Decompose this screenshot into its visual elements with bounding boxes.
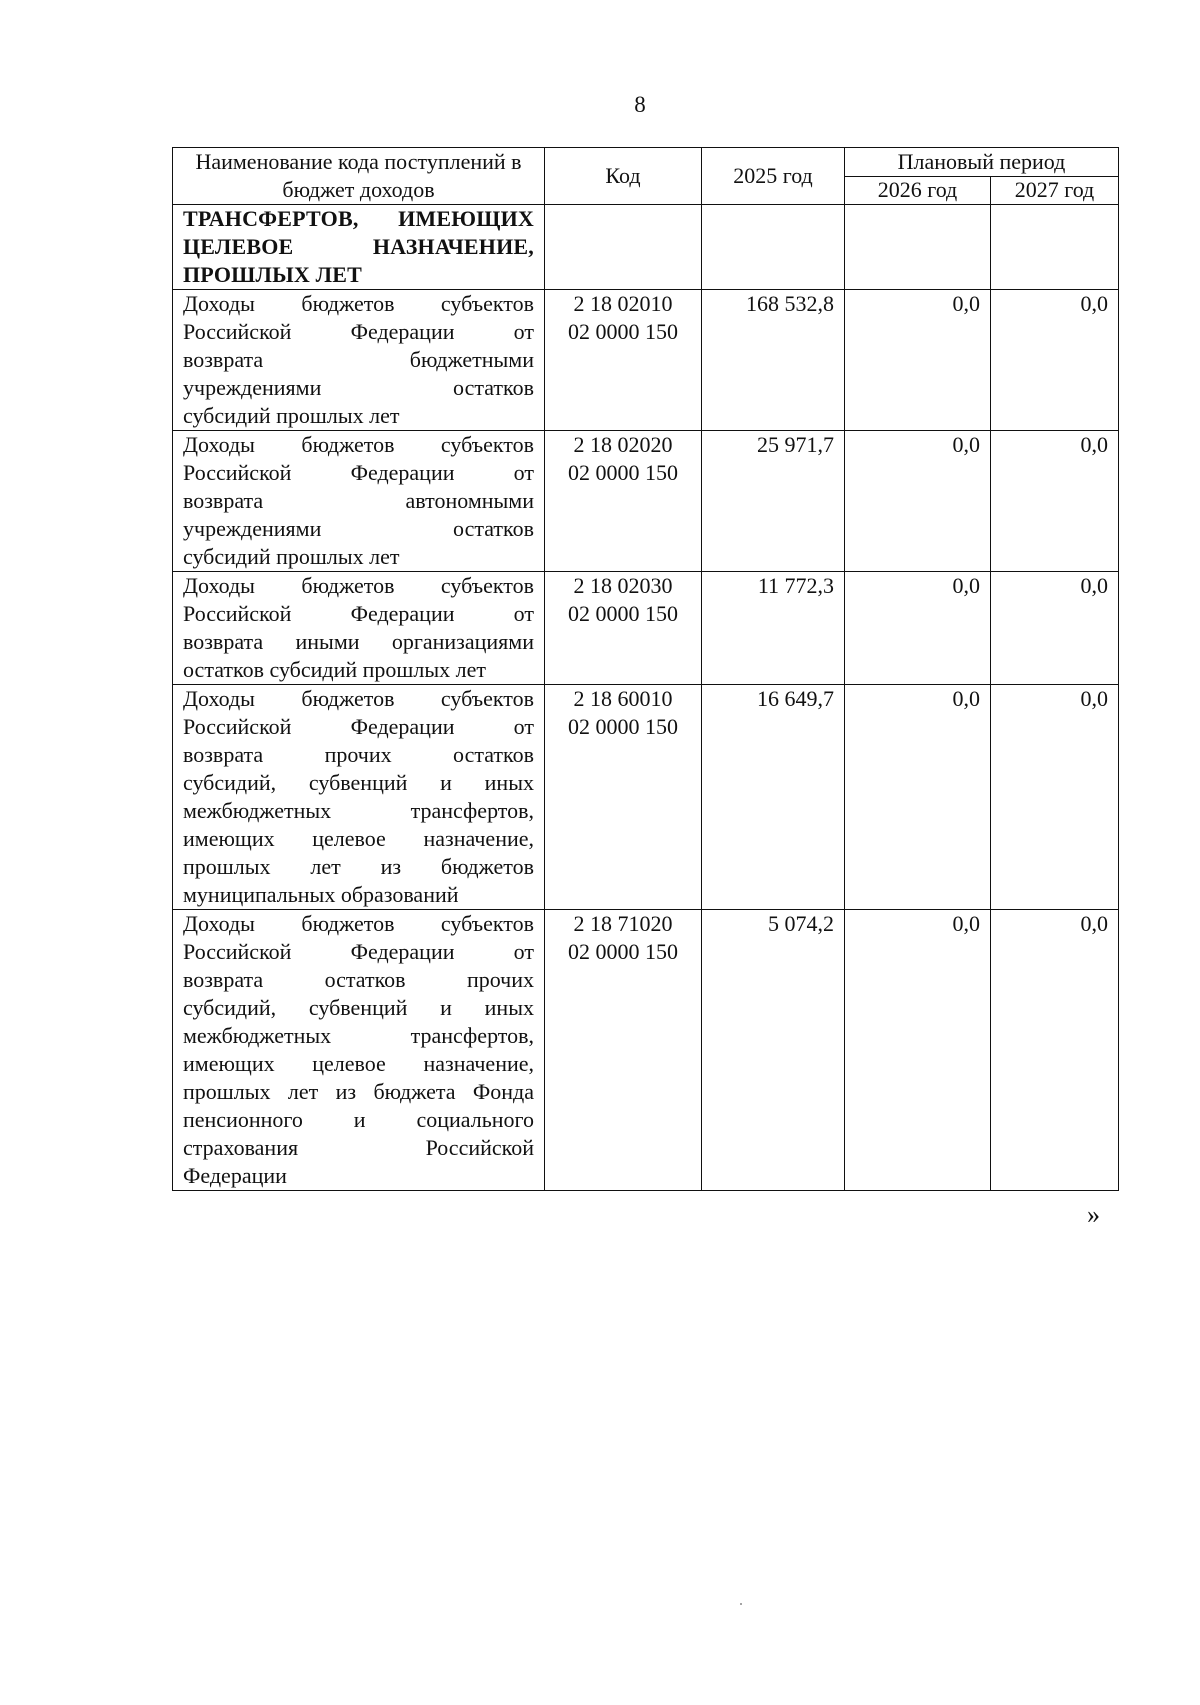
amount-2027-cell: 0,0 [991,431,1119,572]
table-row [173,290,1119,431]
revenue-code-line: 2 18 71020 [573,911,673,936]
continuation-name-line: ЦЕЛЕВОЕ НАЗНАЧЕНИЕ, [183,234,534,259]
continuation-code-cell [545,205,702,290]
header-2027: 2027 год [991,176,1119,205]
revenue-name-line: Доходы бюджетов субъектов [183,432,534,457]
revenue-name-line: возврата автономными [183,488,534,513]
revenue-name-line: Доходы бюджетов субъектов [183,573,534,598]
revenue-code-cell [545,431,702,572]
revenue-code-line: 02 0000 150 [568,601,678,626]
continuation-2026-cell [845,205,991,290]
header-2026: 2026 год [845,176,991,205]
revenue-name-line: межбюджетных трансфертов, [183,1023,534,1048]
revenue-name-line: Доходы бюджетов субъектов [183,686,534,711]
revenue-name-line: Российской Федерации от [183,319,534,344]
revenue-code-line: 2 18 02010 [573,291,673,316]
revenue-name-line: муниципальных образований [183,882,459,907]
revenue-name-line: возврата прочих остатков [183,742,534,767]
table-row [173,431,1119,572]
revenue-code-cell [545,572,702,685]
table-row [173,910,1119,1191]
amount-2026-cell: 0,0 [845,910,991,1191]
table-body [173,205,1119,1191]
continuation-name-line: ПРОШЛЫХ ЛЕТ [183,262,363,287]
revenue-name-line: межбюджетных трансфертов, [183,798,534,823]
revenue-name-line: прошлых лет из бюджета Фонда [183,1079,534,1104]
amount-2026-cell: 0,0 [845,685,991,910]
amount-2025-cell: 5 074,2 [702,910,845,1191]
revenue-name-line: пенсионного и социального [183,1107,534,1132]
revenue-name-line: Доходы бюджетов субъектов [183,911,534,936]
amount-2025-cell: 168 532,8 [702,290,845,431]
revenue-name-line: субсидий прошлых лет [183,544,400,569]
table-row [173,572,1119,685]
revenue-code-line: 2 18 02020 [573,432,673,457]
amount-2026-cell: 0,0 [845,290,991,431]
revenue-name-line: субсидий прошлых лет [183,403,400,428]
table-row [173,685,1119,910]
revenue-code-line: 2 18 02030 [573,573,673,598]
revenue-name-line: остатков субсидий прошлых лет [183,657,486,682]
revenue-name-line: Российской Федерации от [183,601,534,626]
revenue-name-cell [173,572,545,685]
revenue-name-line: прошлых лет из бюджетов [183,854,534,879]
revenue-table [172,147,1119,1191]
amount-2027-cell: 0,0 [991,685,1119,910]
revenue-code-line: 02 0000 150 [568,939,678,964]
revenue-name-line: возврата бюджетными [183,347,534,372]
revenue-name-line: Российской Федерации от [183,714,534,739]
header-name: Наименование кода поступлений в бюджет доходов [173,148,545,205]
amount-2026-cell: 0,0 [845,431,991,572]
header-planning-period: Плановый период [845,148,1119,177]
revenue-code-line: 2 18 60010 [573,686,673,711]
revenue-name-cell [173,910,545,1191]
revenue-name-line: Федерации [183,1163,287,1188]
continuation-2025-cell [702,205,845,290]
amount-2025-cell: 11 772,3 [702,572,845,685]
revenue-name-line: учреждениями остатков [183,375,534,400]
header-code: Код [545,148,702,205]
amount-2025-cell: 25 971,7 [702,431,845,572]
revenue-name-cell [173,685,545,910]
scan-speck [740,1603,742,1605]
header-row-top [173,148,1119,177]
continuation-2027-cell [991,205,1119,290]
revenue-name-line: Российской Федерации от [183,939,534,964]
amount-2026-cell: 0,0 [845,572,991,685]
continuation-name [173,205,545,290]
amount-2027-cell: 0,0 [991,572,1119,685]
revenue-code-line: 02 0000 150 [568,319,678,344]
revenue-code-line: 02 0000 150 [568,714,678,739]
revenue-name-line: возврата иными организациями [183,629,534,654]
revenue-name-line: страхования Российской [183,1135,534,1160]
closing-quote-mark: » [1087,1200,1100,1229]
revenue-name-line: Доходы бюджетов субъектов [183,291,534,316]
revenue-name-line: субсидий, субвенций и иных [183,770,534,795]
revenue-code-cell [545,290,702,431]
continuation-name-line: ТРАНСФЕРТОВ, ИМЕЮЩИХ [183,206,534,231]
revenue-code-cell [545,910,702,1191]
amount-2027-cell: 0,0 [991,910,1119,1191]
continuation-row [173,205,1119,290]
revenue-code-line: 02 0000 150 [568,460,678,485]
revenue-name-line: имеющих целевое назначение, [183,826,534,851]
amount-2027-cell: 0,0 [991,290,1119,431]
revenue-code-cell [545,685,702,910]
revenue-name-cell [173,290,545,431]
revenue-name-line: возврата остатков прочих [183,967,534,992]
revenue-name-line: субсидий, субвенций и иных [183,995,534,1020]
page-number: 8 [634,92,646,117]
revenue-name-line: учреждениями остатков [183,516,534,541]
amount-2025-cell: 16 649,7 [702,685,845,910]
revenue-name-line: имеющих целевое назначение, [183,1051,534,1076]
revenue-name-cell [173,431,545,572]
header-2025: 2025 год [702,148,845,205]
revenue-name-line: Российской Федерации от [183,460,534,485]
